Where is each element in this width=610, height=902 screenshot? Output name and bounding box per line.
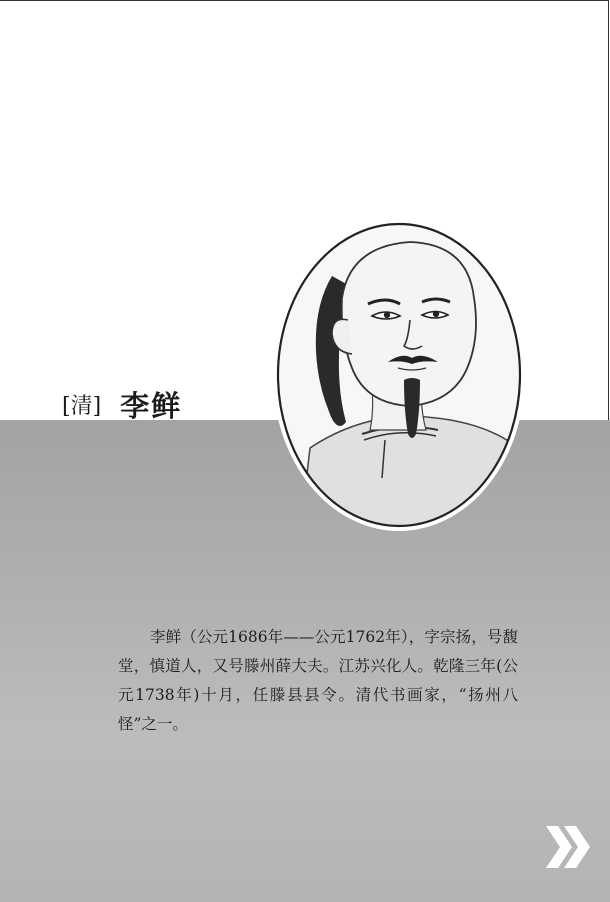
- portrait-illustration: [270, 216, 528, 534]
- double-chevron-right-icon[interactable]: [544, 822, 592, 872]
- person-name: 李鲜: [120, 389, 183, 423]
- biography-paragraph: 李鲜（公元1686年——公元1762年），字宗扬，号馥堂，慎道人，又号滕州薛大夫。江苏兴化人。乾隆三年(公元1738年)十月，任滕县县令。清代书画家，“扬州八怪”之一。: [118, 627, 518, 733]
- dynasty-label: [清]: [62, 394, 102, 419]
- page-title: [62, 384, 182, 425]
